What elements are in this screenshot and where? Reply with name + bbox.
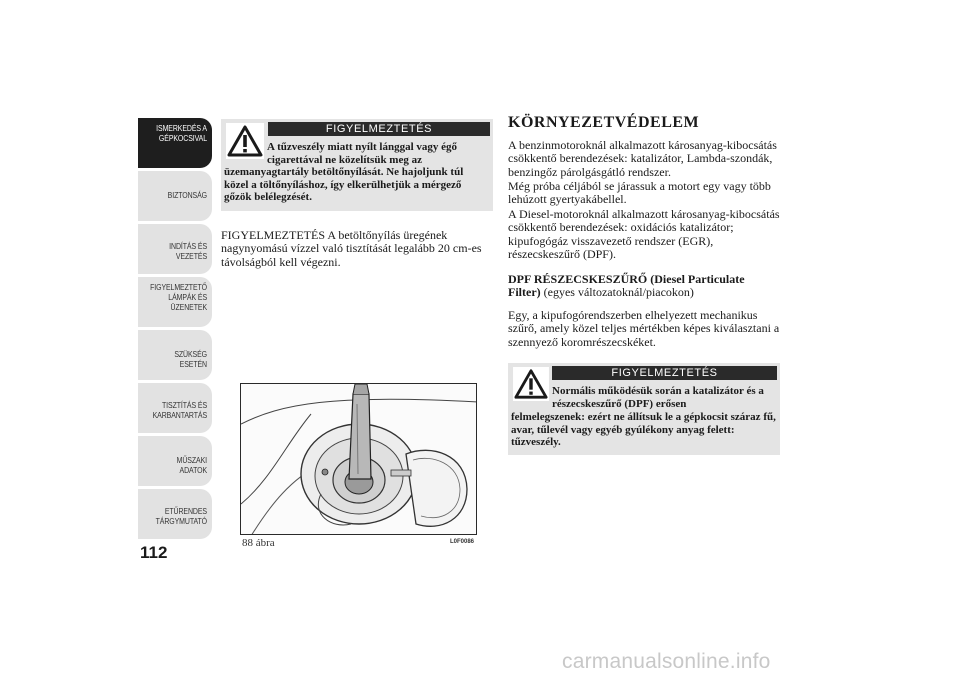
warning-box-catalyst xyxy=(508,363,780,455)
warning-triangle-icon xyxy=(513,367,549,401)
figure-code: L0F0086 xyxy=(450,539,475,545)
warning-text-rest: üzemanyagtartály betöltőnyílását. Ne hajoljunk túl közel a töltőnyíláshoz, így elkerülhetjük a mérgező gőzök belélegzését. xyxy=(224,166,464,203)
tab-szukseg[interactable]: SZÜKSÉG ESETÉN xyxy=(138,330,212,380)
fuel-filler-figure xyxy=(240,383,477,535)
tab-targymutato[interactable]: ETŰRENDES TÁRGYMUTATÓ xyxy=(138,489,212,539)
dpf-paragraph: Egy, a kipufogórendszerben elhelyezett mechanikus szűrő, amely közel teljes mértékben képes kiválasztani a szennyező koromrészecskéket. xyxy=(508,308,780,349)
warning-header: FIGYELMEZTETÉS xyxy=(268,122,490,136)
paragraph-diesel: A Diesel-motoroknál alkalmazott károsanyag-kibocsátás csökkentő berendezések: oxidációs katalizátor; kipufogógáz visszavezető rendszer (EGR), részecskeszűrő (DPF). xyxy=(508,207,780,262)
tab-muszaki[interactable]: MŰSZAKI ADATOK xyxy=(138,436,212,486)
tab-tisztitas[interactable]: TISZTÍTÁS ÉS KARBANTARTÁS xyxy=(138,383,212,433)
warning-triangle-icon xyxy=(226,123,264,159)
watermark: carmanualsonline.info xyxy=(562,650,771,673)
fuel-filler-illustration xyxy=(241,384,477,535)
section-heading: KÖRNYEZETVÉDELEM xyxy=(508,114,700,131)
page-number: 112 xyxy=(140,543,168,562)
paragraph-test: Még próba céljából se járassuk a motort egy vagy több lehúzott gyertyakábellel. xyxy=(508,179,771,207)
warning-text-lead: A tűzveszély miatt nyílt lánggal vagy égő cigarettával ne közelítsük meg az xyxy=(267,141,458,166)
tab-figyelmezteto[interactable]: FIGYELMEZTETŐ LÁMPÁK ÉS ÜZENETEK xyxy=(138,277,212,327)
figure-caption: 88 ábra xyxy=(242,537,275,549)
paragraph-petrol: A benzinmotoroknál alkalmazott károsanyag-kibocsátás csökkentő berendezések: katalizátor, Lambda-szondák, benzingőz párolgásgátló rendszer. xyxy=(508,138,777,179)
dpf-heading-block xyxy=(508,273,776,300)
warning-box-fire xyxy=(221,119,493,211)
tab-biztonsag[interactable]: BIZTONSÁG xyxy=(138,171,212,221)
warning-text-rest: felmelegszenek: ezért ne állítsuk le a gépkocsit száraz fű, avar, tűlevél vagy egyéb gyúlékony anyag felett: tűzveszély. xyxy=(511,411,776,448)
dpf-note: (egyes változatoknál/piacokon) xyxy=(543,285,694,300)
tab-ismerkedes[interactable]: ISMERKEDÉS A GÉPKOCSIVAL xyxy=(138,118,212,168)
tab-inditas[interactable]: INDÍTÁS ÉS VEZETÉS xyxy=(138,224,212,274)
cleaning-paragraph: FIGYELMEZTETÉS A betöltőnyílás üregének nagynyomású vízzel való tisztítását legalább 20 cm-es távolságból kell végezni. xyxy=(221,228,482,269)
warning-header: FIGYELMEZTETÉS xyxy=(552,366,777,380)
warning-text-lead: Normális működésük során a katalizátor és a részecskeszűrő (DPF) erősen xyxy=(552,385,764,410)
dpf-heading: DPF RÉSZECSKESZŰRŐ (Diesel Particulate Filter) xyxy=(508,272,745,300)
